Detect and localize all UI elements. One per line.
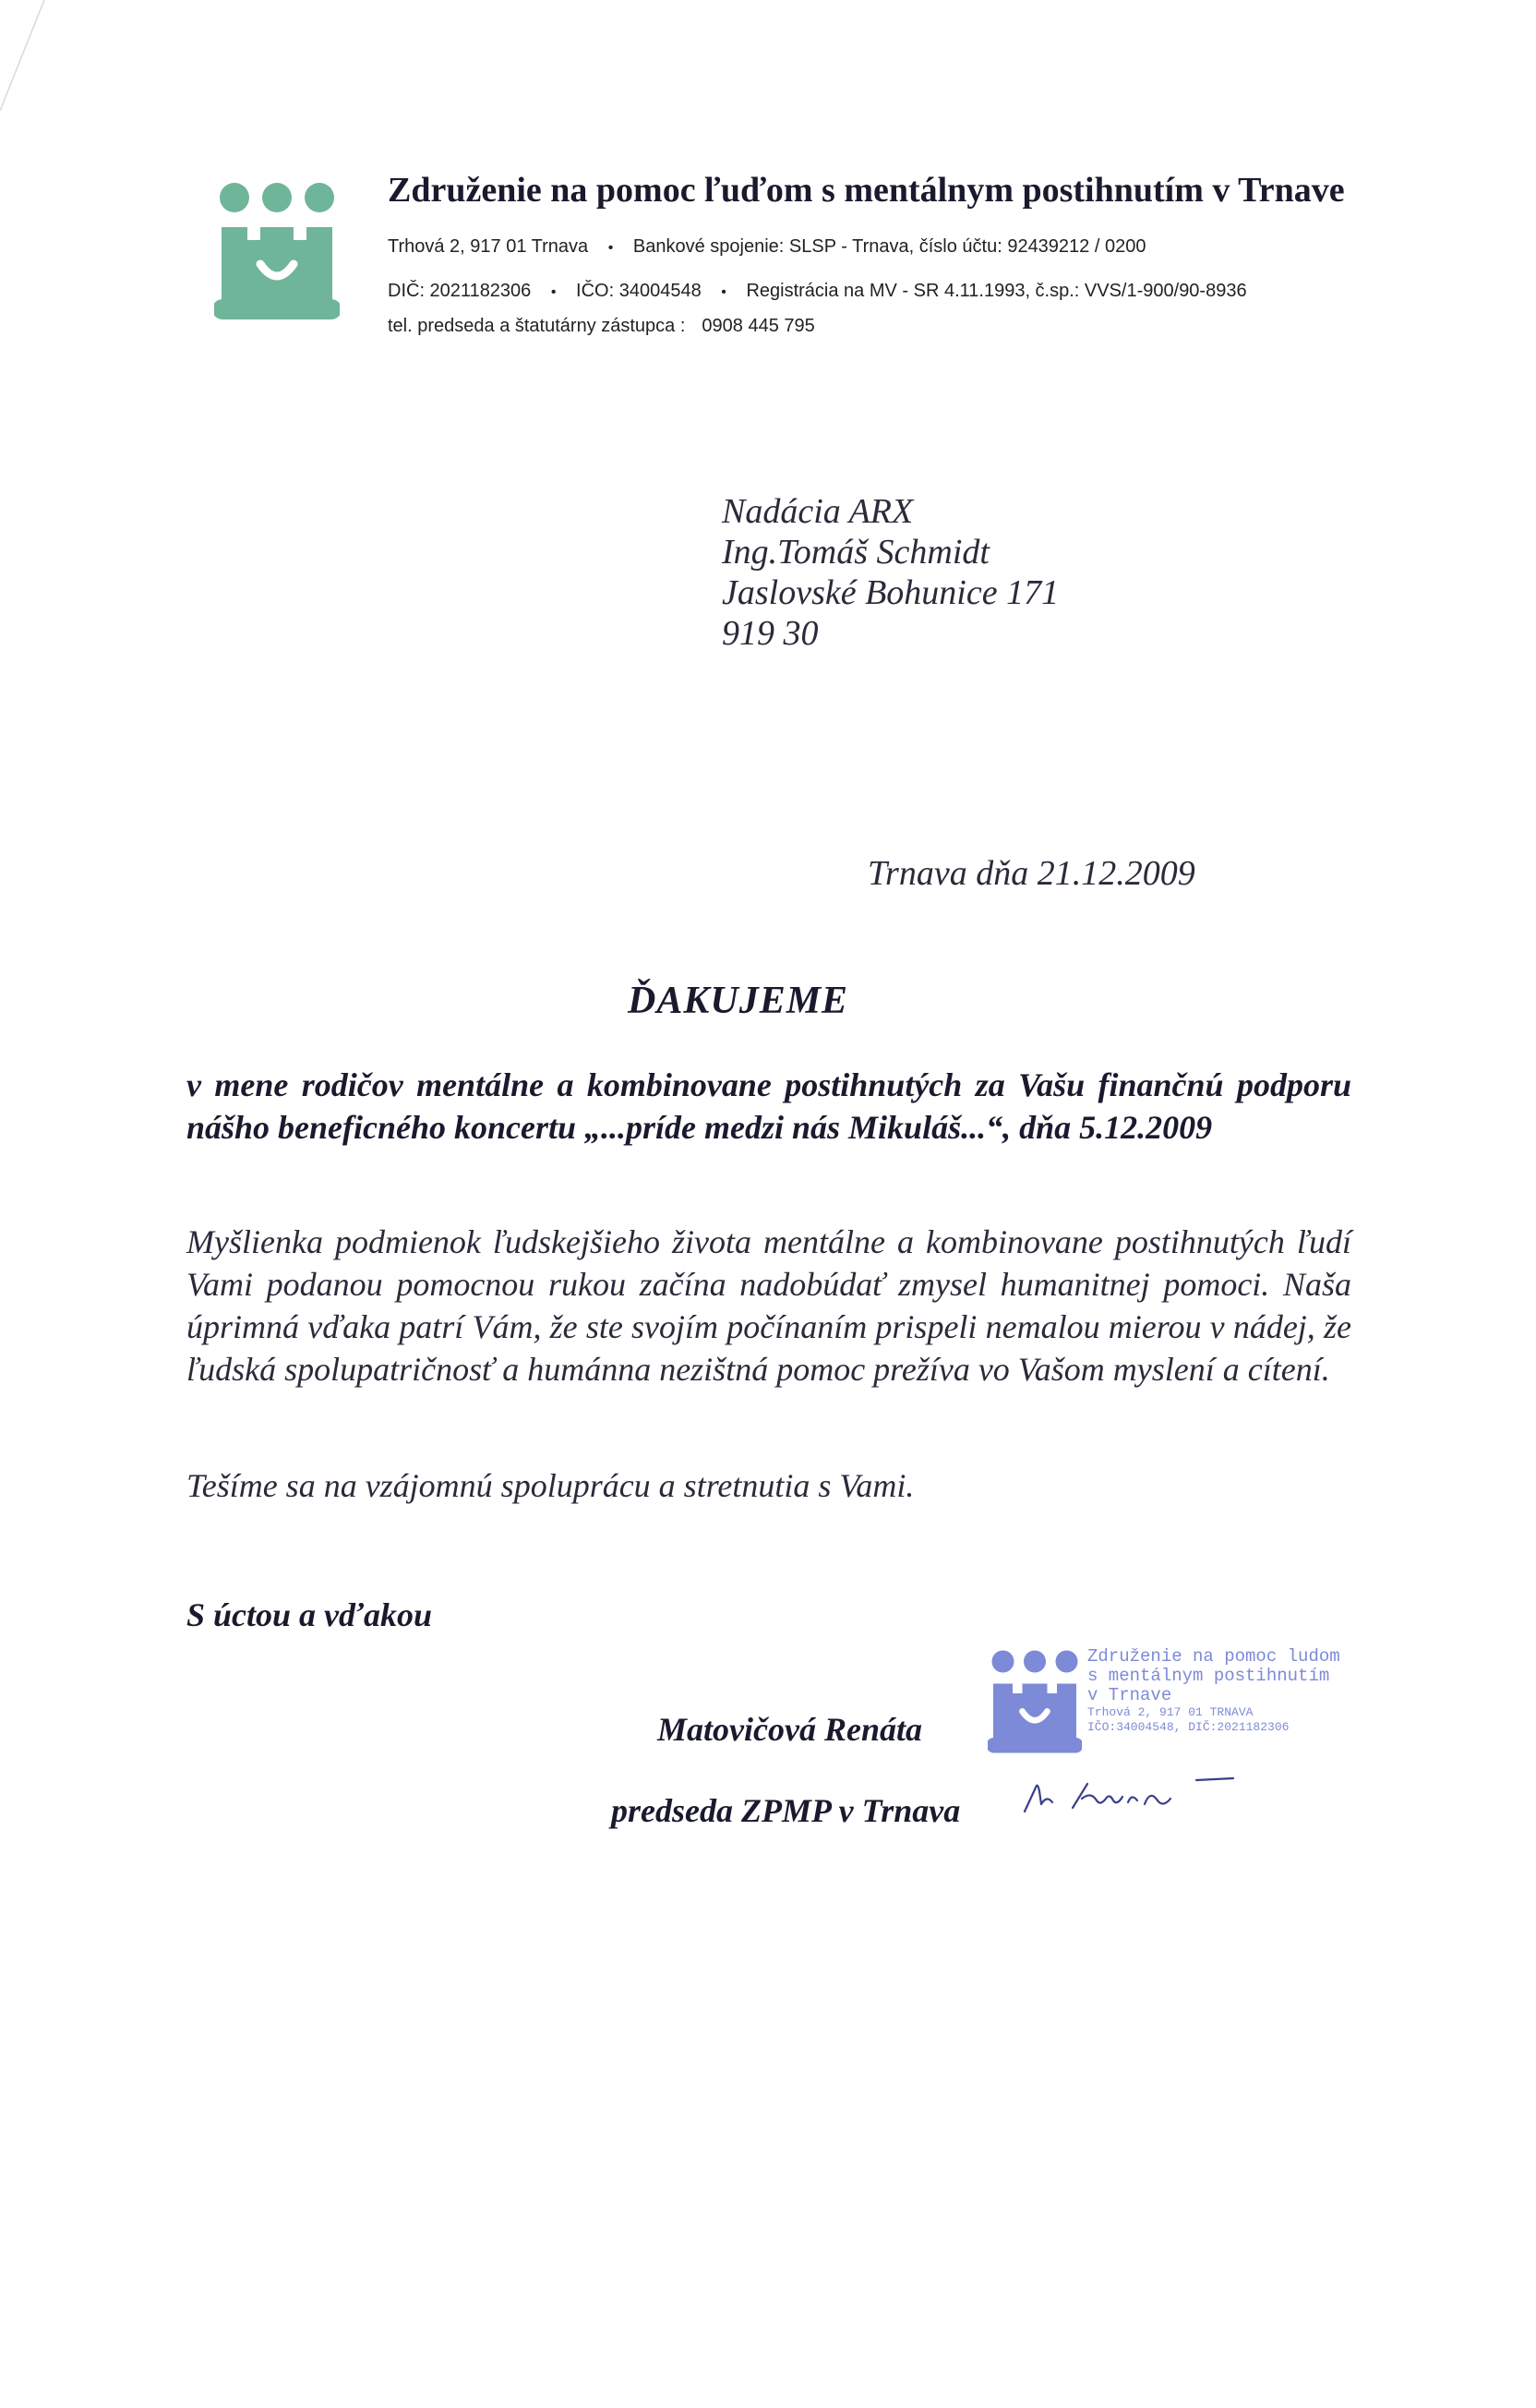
header-line-ids: [388, 281, 1247, 302]
letter-heading: ĎAKUJEME: [628, 980, 849, 1022]
phone-number: 0908 445 795: [702, 316, 815, 336]
stamp-line: IČO:34004548, DIČ:2021182306: [1087, 1720, 1290, 1734]
people-heart-logo-icon: [214, 181, 340, 321]
recipient-line: 919 30: [722, 614, 819, 653]
separator-dot: •: [550, 284, 557, 300]
closing-paragraph: Tešíme sa na vzájomnú spoluprácu a stretnutia s Vami.: [186, 1467, 915, 1504]
stamp-line: s mentálnym postihnutím: [1087, 1666, 1330, 1686]
stamp-text: [1087, 1647, 1340, 1735]
signer-name: Matovičová Renáta: [657, 1711, 922, 1748]
separator-dot: •: [721, 284, 726, 300]
thanks-paragraph: v mene rodičov mentálne a kombinovane postihnutých za Vašu finančnú podporu nášho beneficného koncertu „...príde medzi nás Mikuláš...“, dňa 5.12.2009: [186, 1066, 1351, 1146]
letter-date: Trnava dňa 21.12.2009: [868, 854, 1195, 893]
recipient-address: [722, 491, 1059, 654]
recipient-line: Ing.Tomáš Schmidt: [722, 533, 990, 572]
recipient-line: Nadácia ARX: [722, 492, 914, 531]
org-address: Trhová 2, 917 01 Trnava: [388, 236, 589, 257]
organization-stamp: [988, 1645, 1338, 1765]
stamp-line: Trhová 2, 917 01 TRNAVA: [1087, 1705, 1254, 1719]
ico-number: IČO: 34004548: [576, 281, 702, 301]
signer-role: predseda ZPMP v Trnava: [611, 1792, 961, 1829]
handwritten-signature: [1015, 1762, 1237, 1826]
recipient-line: Jaslovské Bohunice 171: [722, 573, 1060, 612]
scan-corner-line: [0, 0, 55, 111]
closing-salutation: S úctou a vďakou: [186, 1596, 432, 1633]
bank-details: Bankové spojenie: SLSP - Trnava, číslo účtu: 92439212 / 0200: [632, 236, 1146, 257]
stamp-line: v Trnave: [1087, 1685, 1172, 1705]
registration-info: Registrácia na MV - SR 4.11.1993, č.sp.: VVS/1-900/90-8936: [746, 281, 1247, 301]
phone-label: tel. predseda a štatutárny zástupca :: [388, 316, 686, 336]
stamp-line: Združenie na pomoc ludom: [1087, 1646, 1340, 1667]
separator-dot: •: [607, 240, 614, 256]
stamp-logo-icon: [988, 1645, 1082, 1758]
header-line-phone: [388, 316, 815, 337]
body-paragraph: Myšlienka podmienok ľudskejšieho života mentálne a kombinovane postihnutých ľudí Vami podanou pomocnou rukou začína nadobúdať zmysel humanitnej pomoci. Naša úprimná vďaka patrí Vám, že ste svojím počínaním prispeli nemalou mierou v nádej, že ľudská spolupatričnosť a humánna nezištná pomoc prežíva vo Vašom myslení a cítení.: [186, 1223, 1351, 1388]
organization-name: Združenie na pomoc ľuďom s mentálnym postihnutím v Trnave: [388, 171, 1345, 210]
header-line-address: [388, 236, 1146, 258]
dic-number: DIČ: 2021182306: [388, 281, 532, 301]
